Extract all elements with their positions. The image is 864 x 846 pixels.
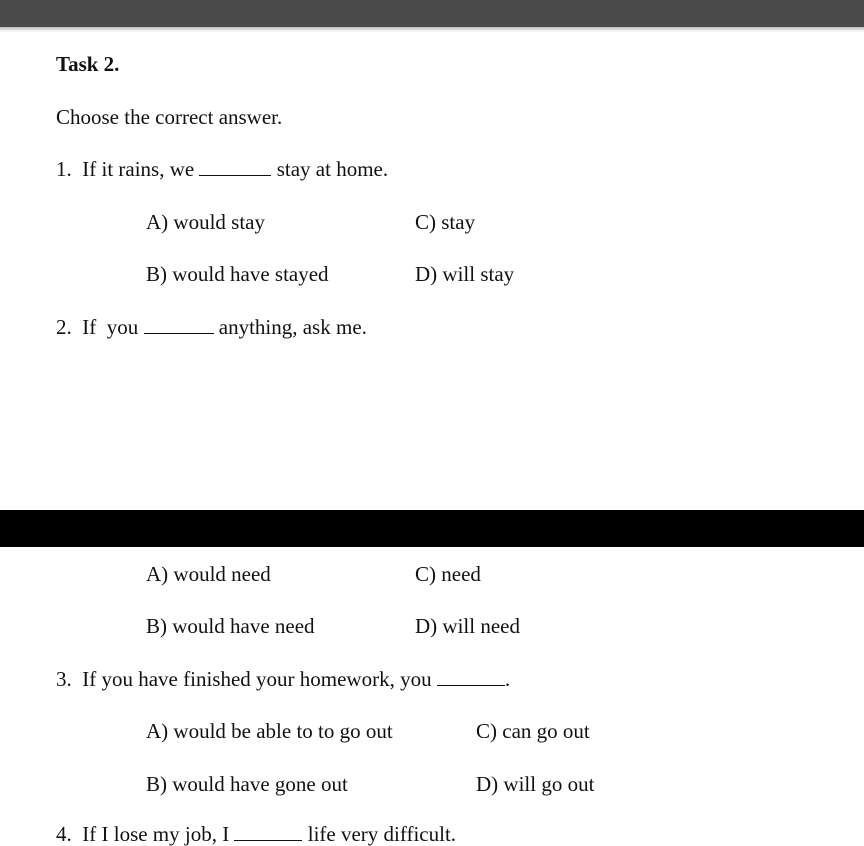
question-4 bbox=[56, 822, 456, 846]
task-title: Task 2. bbox=[56, 52, 120, 76]
option-c: C) can go out bbox=[476, 719, 590, 743]
question-number: 3. bbox=[56, 667, 72, 691]
instruction-text: Choose the correct answer. bbox=[56, 105, 283, 129]
option-b: B) would have gone out bbox=[146, 772, 348, 796]
question-text-before: If you have finished your homework, you bbox=[82, 667, 432, 691]
option-b: B) would have need bbox=[146, 614, 315, 638]
option-c: C) stay bbox=[415, 210, 476, 234]
answer-blank bbox=[144, 315, 214, 334]
option-b: B) would have stayed bbox=[146, 262, 329, 286]
question-text-before: If it rains, we bbox=[82, 157, 195, 181]
option-d: D) will stay bbox=[415, 262, 515, 286]
question-number: 1. bbox=[56, 157, 72, 181]
question-1 bbox=[56, 157, 388, 181]
answer-blank bbox=[234, 822, 302, 841]
question-number: 4. bbox=[56, 822, 72, 846]
question-text-before: If you bbox=[82, 315, 139, 339]
option-a: A) would be able to to go out bbox=[146, 719, 393, 743]
question-text-after: . bbox=[504, 667, 511, 691]
answer-blank bbox=[199, 157, 271, 176]
option-d: D) will go out bbox=[476, 772, 595, 796]
question-text-after: anything, ask me. bbox=[218, 315, 367, 339]
redaction-band bbox=[0, 510, 864, 547]
question-number: 2. bbox=[56, 315, 72, 339]
question-2 bbox=[56, 315, 367, 339]
toolbar-shadow bbox=[0, 27, 864, 32]
question-text-before: If I lose my job, I bbox=[82, 822, 230, 846]
question-text-after: life very difficult. bbox=[307, 822, 457, 846]
option-a: A) would need bbox=[146, 562, 271, 586]
option-d: D) will need bbox=[415, 614, 520, 638]
question-3 bbox=[56, 667, 510, 691]
viewer-toolbar bbox=[0, 0, 864, 27]
option-a: A) would stay bbox=[146, 210, 265, 234]
option-c: C) need bbox=[415, 562, 481, 586]
answer-blank bbox=[437, 667, 505, 686]
question-text-after: stay at home. bbox=[276, 157, 389, 181]
